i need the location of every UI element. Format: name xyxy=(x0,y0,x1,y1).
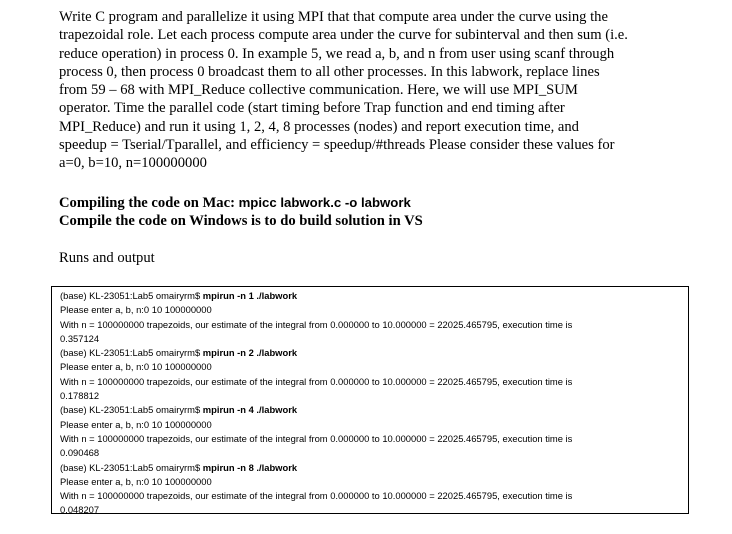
console-prompt: (base) KL-23051:Lab5 omairyrm$ xyxy=(60,404,203,416)
console-time-line: 0.090468 xyxy=(60,447,100,459)
console-command: mpirun -n 1 ./labwork xyxy=(202,290,298,301)
console-result-line: With n = 100000000 trapezoids, our estimate of the integral from 0.000000 to 10.000000 = 22025.465795, execution time is xyxy=(60,318,573,330)
paragraph-line: operator. Time the parallel code (start timing before Trap function and end timing after xyxy=(59,100,565,117)
console-result-line: With n = 100000000 trapezoids, our estimate of the integral from 0.000000 to 10.000000 = 22025.465795, execution time is xyxy=(60,432,573,444)
console-time-line: 0.178812 xyxy=(60,390,100,402)
paragraph-line: MPI_Reduce) and run it using 1, 2, 4, 8 processes (nodes) and report execution time, and xyxy=(59,118,579,135)
console-command: mpirun -n 4 ./labwork xyxy=(202,404,298,416)
console-input-line: Please enter a, b, n:0 10 100000000 xyxy=(60,475,212,487)
paragraph-line: from 59 – 68 with MPI_Reduce collective communication. Here, we will use MPI_SUM xyxy=(59,82,578,99)
console-input-line: Please enter a, b, n:0 10 100000000 xyxy=(60,361,212,373)
console-time-line: 0.048207 xyxy=(60,504,100,516)
console-prompt: (base) KL-23051:Lab5 omairyrm$ xyxy=(60,347,203,359)
paragraph-line: trapezoidal role. Let each process compute area under the curve for subinterval and then sum (i.e. xyxy=(59,27,628,44)
paragraph-line: process 0, then process 0 broadcast them to all other processes. In this labwork, replace lines xyxy=(59,63,600,80)
console-command: mpirun -n 2 ./labwork xyxy=(202,347,298,359)
compile-instructions xyxy=(59,194,699,231)
console-command-line xyxy=(60,403,688,417)
console-command: mpirun -n 8 ./labwork xyxy=(202,461,298,473)
console-input-line: Please enter a, b, n:0 10 100000000 xyxy=(60,304,212,316)
paragraph-line: Write C program and parallelize it using MPI that that compute area under the curve using the xyxy=(59,9,608,25)
assignment-paragraph xyxy=(59,8,699,173)
console-result-line: With n = 100000000 trapezoids, our estimate of the integral from 0.000000 to 10.000000 = 22025.465795, execution time is xyxy=(60,375,573,387)
console-command-line xyxy=(60,289,688,303)
compile-mac-label: Compiling the code on Mac: xyxy=(59,195,239,211)
console-command-line xyxy=(60,346,688,360)
console-command-line xyxy=(60,461,688,475)
console-time-line: 0.357124 xyxy=(60,332,100,344)
compile-windows-line: Compile the code on Windows is to do build solution in VS xyxy=(59,213,423,230)
paragraph-line: speedup = Tserial/Tparallel, and efficiency = speedup/#threads Please consider these values for xyxy=(59,137,615,154)
compile-mac-command: mpicc labwork.c -o labwork xyxy=(238,195,411,210)
console-prompt: (base) KL-23051:Lab5 omairyrm$ xyxy=(60,461,203,473)
runs-and-output-label: Runs and output xyxy=(59,250,155,266)
console-prompt: (base) KL-23051:Lab5 omairyrm$ xyxy=(60,290,203,301)
compile-mac-line xyxy=(59,194,699,212)
paragraph-line: a=0, b=10, n=100000000 xyxy=(59,155,207,172)
console-result-line: With n = 100000000 trapezoids, our estimate of the integral from 0.000000 to 10.000000 = 22025.465795, execution time is xyxy=(60,490,573,502)
console-output-box xyxy=(51,286,689,514)
paragraph-line: reduce operation) in process 0. In example 5, we read a, b, and n from user using scanf through xyxy=(59,45,615,62)
console-input-line: Please enter a, b, n:0 10 100000000 xyxy=(60,418,212,430)
